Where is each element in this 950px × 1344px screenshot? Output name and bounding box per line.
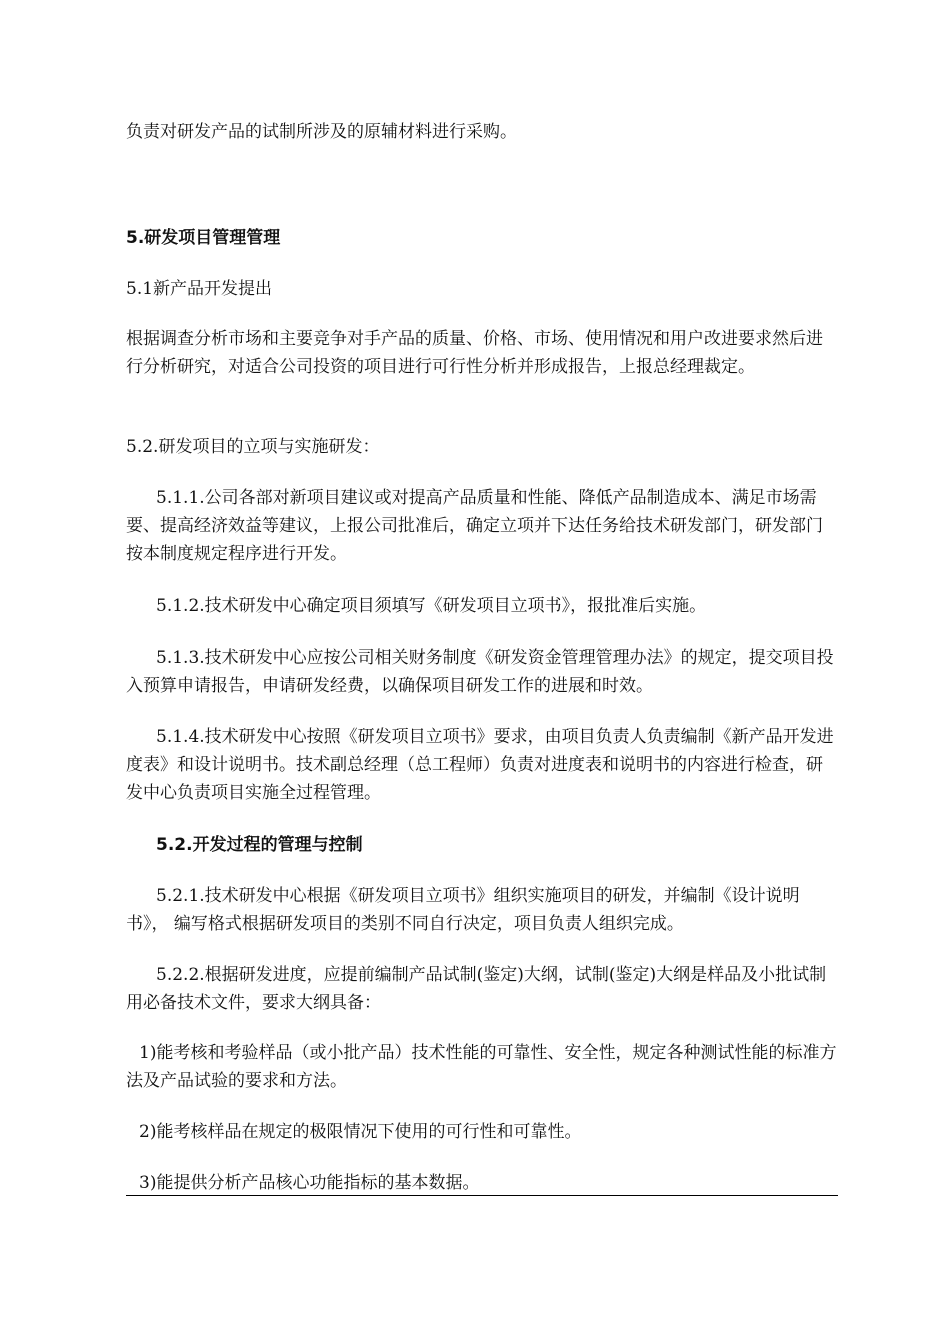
requirement-item-2: 2)能考核样品在规定的极限情况下使用的可行性和可靠性。 <box>139 1122 582 1142</box>
clause-5-1-2: 5.1.2.技术研发中心确定项目须填写《研发项目立项书》，报批准后实施。 <box>156 596 707 616</box>
purchase-paragraph: 负责对研发产品的试制所涉及的原辅材料进行采购。 <box>126 122 517 142</box>
clause-5-2-2: 5.2.2.根据研发进度，应提前编制产品试制(鉴定)大纲，试制(鉴定)大纲是样品及小批试制用必备技术文件，要求大纲具备： <box>126 965 827 1013</box>
section-5-1-body: 根据调查分析市场和主要竞争对手产品的质量、价格、市场、使用情况和用户改进要求然后进行分析研究，对适合公司投资的项目进行可行性分析并形成报告，上报总经理裁定。 <box>126 329 823 377</box>
clause-5-1-3: 5.1.3.技术研发中心应按公司相关财务制度《研发资金管理管理办法》的规定，提交项目投入预算申请报告，申请研发经费，以确保项目研发工作的进展和时效。 <box>126 648 834 696</box>
section-5-heading: 5.研发项目管理管理 <box>126 228 281 248</box>
footer-rule <box>126 1195 838 1196</box>
requirement-item-3: 3)能提供分析产品核心功能指标的基本数据。 <box>139 1173 480 1193</box>
section-5-1-title: 5.1新产品开发提出 <box>126 279 273 299</box>
clause-5-1-1: 5.1.1.公司各部对新项目建议或对提高产品质量和性能、降低产品制造成本、满足市场需要、提高经济效益等建议，上报公司批准后，确定立项并下达任务给技术研发部门，研发部门按本制度规定程序进行开发。 <box>126 488 823 564</box>
document-page <box>126 0 838 1344</box>
requirement-item-1: 1)能考核和考验样品（或小批产品）技术性能的可靠性、安全性，规定各种测试性能的标准方法及产品试验的要求和方法。 <box>126 1043 837 1091</box>
clause-5-2-1: 5.2.1.技术研发中心根据《研发项目立项书》组织实施项目的研发，并编制《设计说明书》， 编写格式根据研发项目的类别不同自行决定，项目负责人组织完成。 <box>126 886 800 934</box>
clause-5-1-4: 5.1.4.技术研发中心按照《研发项目立项书》要求，由项目负责人负责编制《新产品开发进度表》和设计说明书。技术副总经理（总工程师）负责对进度表和说明书的内容进行检查，研发中心负责项目实施全过程管理。 <box>126 727 834 803</box>
section-5-2-heading: 5.2.开发过程的管理与控制 <box>156 835 363 855</box>
section-5-2-title: 5.2.研发项目的立项与实施研发： <box>126 437 380 457</box>
